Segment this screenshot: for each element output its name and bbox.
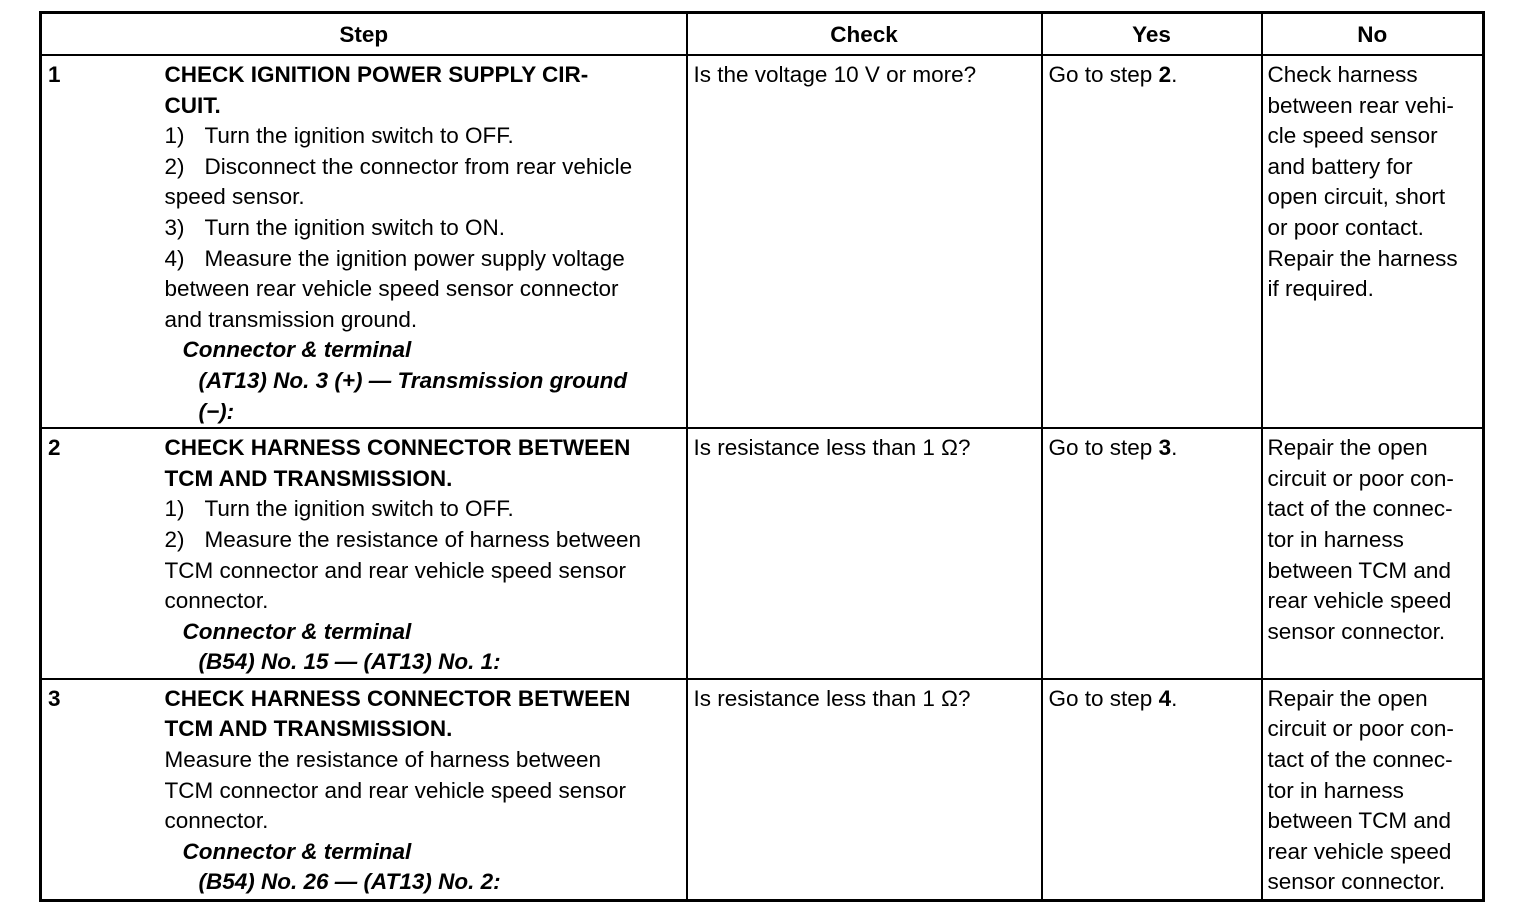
substep-continued: between rear vehicle speed sensor connector [164, 276, 619, 302]
substep-continued: and transmission ground. [164, 306, 418, 332]
header-yes: Yes [1042, 13, 1262, 56]
yes-cell: Go to step 4. [1042, 679, 1262, 901]
connector-label: Connector & terminal [182, 337, 412, 363]
yes-step-number: 4 [1158, 685, 1172, 711]
check-cell: Is resistance less than 1 Ω? [687, 428, 1042, 679]
no-cell: Check harness between rear vehi- cle speed sensor and battery for open circuit, short or poor contact. Repair the harness if required. [1262, 55, 1484, 428]
substep-continued: connector. [164, 588, 269, 614]
substep: 4) Measure the ignition power supply voltage [164, 245, 625, 271]
step-cell [161, 55, 687, 428]
connector-value: (B54) No. 26 — (AT13) No. 2: [198, 869, 501, 895]
step-number: 2 [41, 428, 161, 679]
yes-step-number: 3 [1158, 435, 1172, 461]
step-title: TCM AND TRANSMISSION. [164, 465, 453, 491]
step-cell [161, 428, 687, 679]
table-row [41, 679, 1484, 901]
step-body: connector. [164, 808, 269, 834]
connector-value: (B54) No. 15 — (AT13) No. 1: [198, 649, 501, 675]
connector-label: Connector & terminal [182, 618, 412, 644]
substep-continued: speed sensor. [164, 184, 305, 210]
step-number: 1 [41, 55, 161, 428]
step-cell [161, 679, 687, 901]
header-row [41, 13, 1484, 56]
step-title: TCM AND TRANSMISSION. [164, 716, 453, 742]
substep-continued: TCM connector and rear vehicle speed sensor [164, 557, 626, 583]
step-title: CUIT. [164, 92, 221, 118]
check-cell: Is the voltage 10 V or more? [687, 55, 1042, 428]
substep: 2) Measure the resistance of harness between [164, 526, 641, 552]
yes-cell: Go to step 2. [1042, 55, 1262, 428]
no-cell: Repair the open circuit or poor con- tact of the connec- tor in harness between TCM and rear vehicle speed sensor connector. [1262, 679, 1484, 901]
header-step: Step [41, 13, 687, 56]
step-title: CHECK HARNESS CONNECTOR BETWEEN [164, 435, 631, 461]
table-row [41, 55, 1484, 428]
substep: 3) Turn the ignition switch to ON. [164, 214, 506, 240]
table-row [41, 428, 1484, 679]
no-cell: Repair the open circuit or poor con- tact of the connec- tor in harness between TCM and rear vehicle speed sensor connector. [1262, 428, 1484, 679]
connector-value: (−): [198, 398, 235, 424]
substep: 2) Disconnect the connector from rear vehicle [164, 153, 633, 179]
connector-label: Connector & terminal [182, 838, 412, 864]
step-body: TCM connector and rear vehicle speed sensor [164, 777, 626, 803]
substep: 1) Turn the ignition switch to OFF. [164, 123, 514, 149]
step-number: 3 [41, 679, 161, 901]
connector-value: (AT13) No. 3 (+) — Transmission ground [198, 367, 628, 393]
header-check: Check [687, 13, 1042, 56]
header-no: No [1262, 13, 1484, 56]
check-cell: Is resistance less than 1 Ω? [687, 679, 1042, 901]
step-title: CHECK IGNITION POWER SUPPLY CIR- [164, 62, 589, 87]
step-title: CHECK HARNESS CONNECTOR BETWEEN [164, 685, 631, 711]
substep: 1) Turn the ignition switch to OFF. [164, 496, 514, 522]
step-body: Measure the resistance of harness between [164, 747, 601, 773]
diagnostic-table [39, 11, 1485, 902]
yes-cell: Go to step 3. [1042, 428, 1262, 679]
yes-step-number: 2 [1158, 62, 1172, 87]
